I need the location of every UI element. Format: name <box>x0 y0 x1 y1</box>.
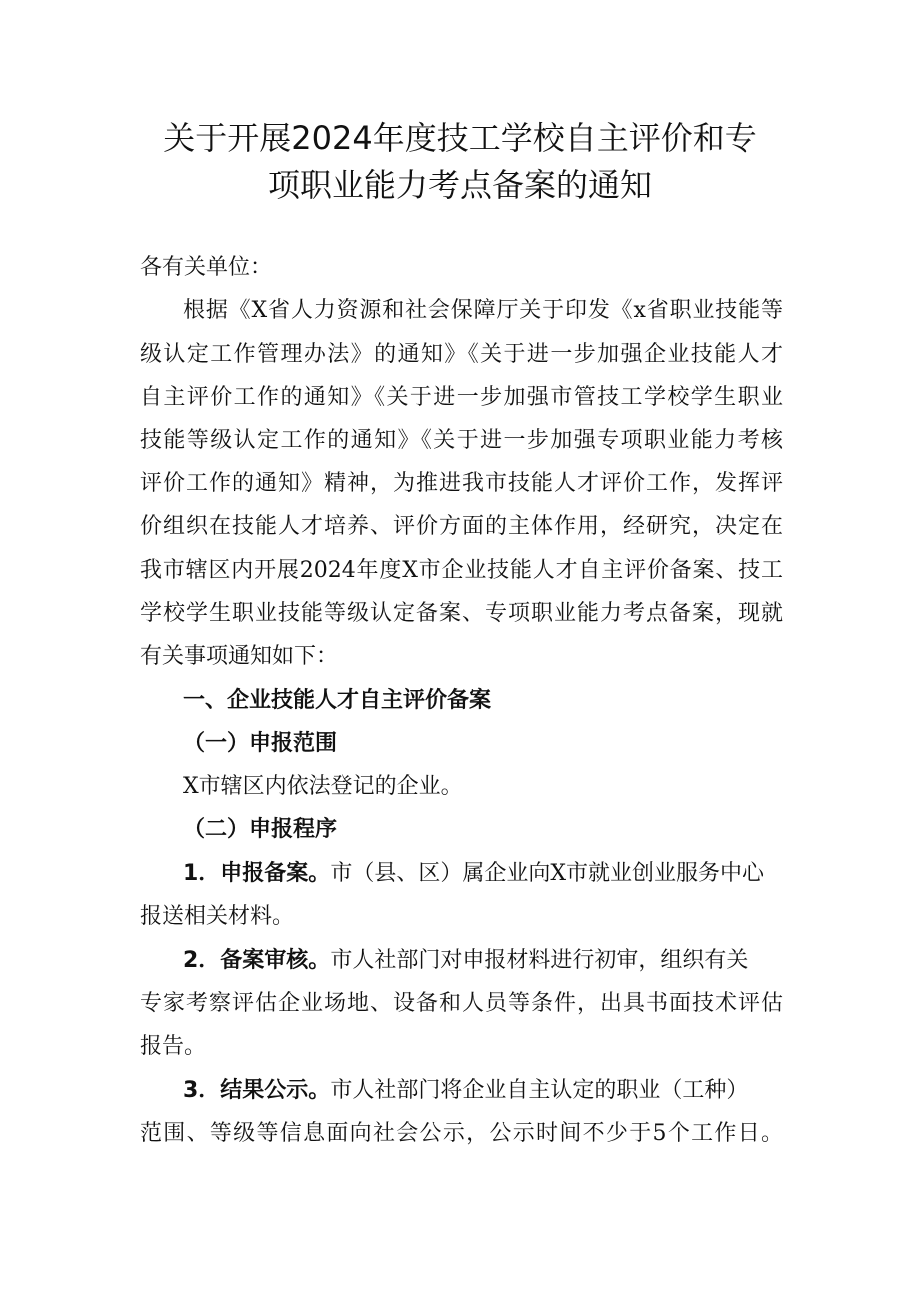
intro-line: 价组织在技能人才培养、评价方面的主体作用，经研究，决定在 <box>140 514 783 539</box>
intro-line: 我市辖区内开展2024年度X市企业技能人才自主评价备案、技工 <box>140 558 783 583</box>
intro-line: 评价工作的通知》精神，为推进我市技能人才评价工作，发挥评 <box>140 471 783 496</box>
subsection-heading: （二）申报程序 <box>183 817 338 842</box>
item-text: 范围、等级等信息面向社会公示，公示时间不少于5个工作日。 <box>140 1121 783 1146</box>
document-title-line-1: 关于开展2024年度技工学校自主评价和专 <box>163 119 757 157</box>
item-label: 1．申报备案。 <box>183 861 331 886</box>
subsection-text: X市辖区内依法登记的企业。 <box>183 774 463 799</box>
intro-line: 学校学生职业技能等级认定备案、专项职业能力考点备案，现就 <box>140 601 783 626</box>
item-text: 市（县、区）属企业向X市就业创业服务中心 <box>330 861 764 886</box>
intro-line: 自主评价工作的通知》《关于进一步加强市管技工学校学生职业 <box>140 385 783 410</box>
item-text: 专家考察评估企业场地、设备和人员等条件，出具书面技术评估 <box>140 991 783 1016</box>
item-text: 市人社部门将企业自主认定的职业（工种） <box>330 1078 749 1103</box>
numbered-item <box>183 859 783 889</box>
item-text: 市人社部门对申报材料进行初审，组织有关 <box>330 948 749 973</box>
document-title-line-2: 项职业能力考点备案的通知 <box>267 166 652 204</box>
item-text: 报告。 <box>140 1034 207 1059</box>
numbered-item <box>183 946 783 976</box>
item-label: 2．备案审核。 <box>183 948 331 973</box>
intro-line: 技能等级认定工作的通知》《关于进一步加强专项职业能力考核 <box>140 428 783 453</box>
intro-line: 有关事项通知如下： <box>140 644 339 669</box>
item-text: 报送相关材料。 <box>140 904 295 929</box>
item-label: 3．结果公示。 <box>183 1078 331 1103</box>
section-heading: 一、企业技能人才自主评价备案 <box>183 688 492 713</box>
salutation: 各有关单位： <box>140 255 273 280</box>
subsection-heading: （一）申报范围 <box>183 731 338 756</box>
intro-line: 根据《X省人力资源和社会保障厅关于印发《x省职业技能等 <box>183 298 783 323</box>
numbered-item <box>183 1076 783 1106</box>
intro-line: 级认定工作管理办法》的通知》《关于进一步加强企业技能人才 <box>140 342 783 367</box>
